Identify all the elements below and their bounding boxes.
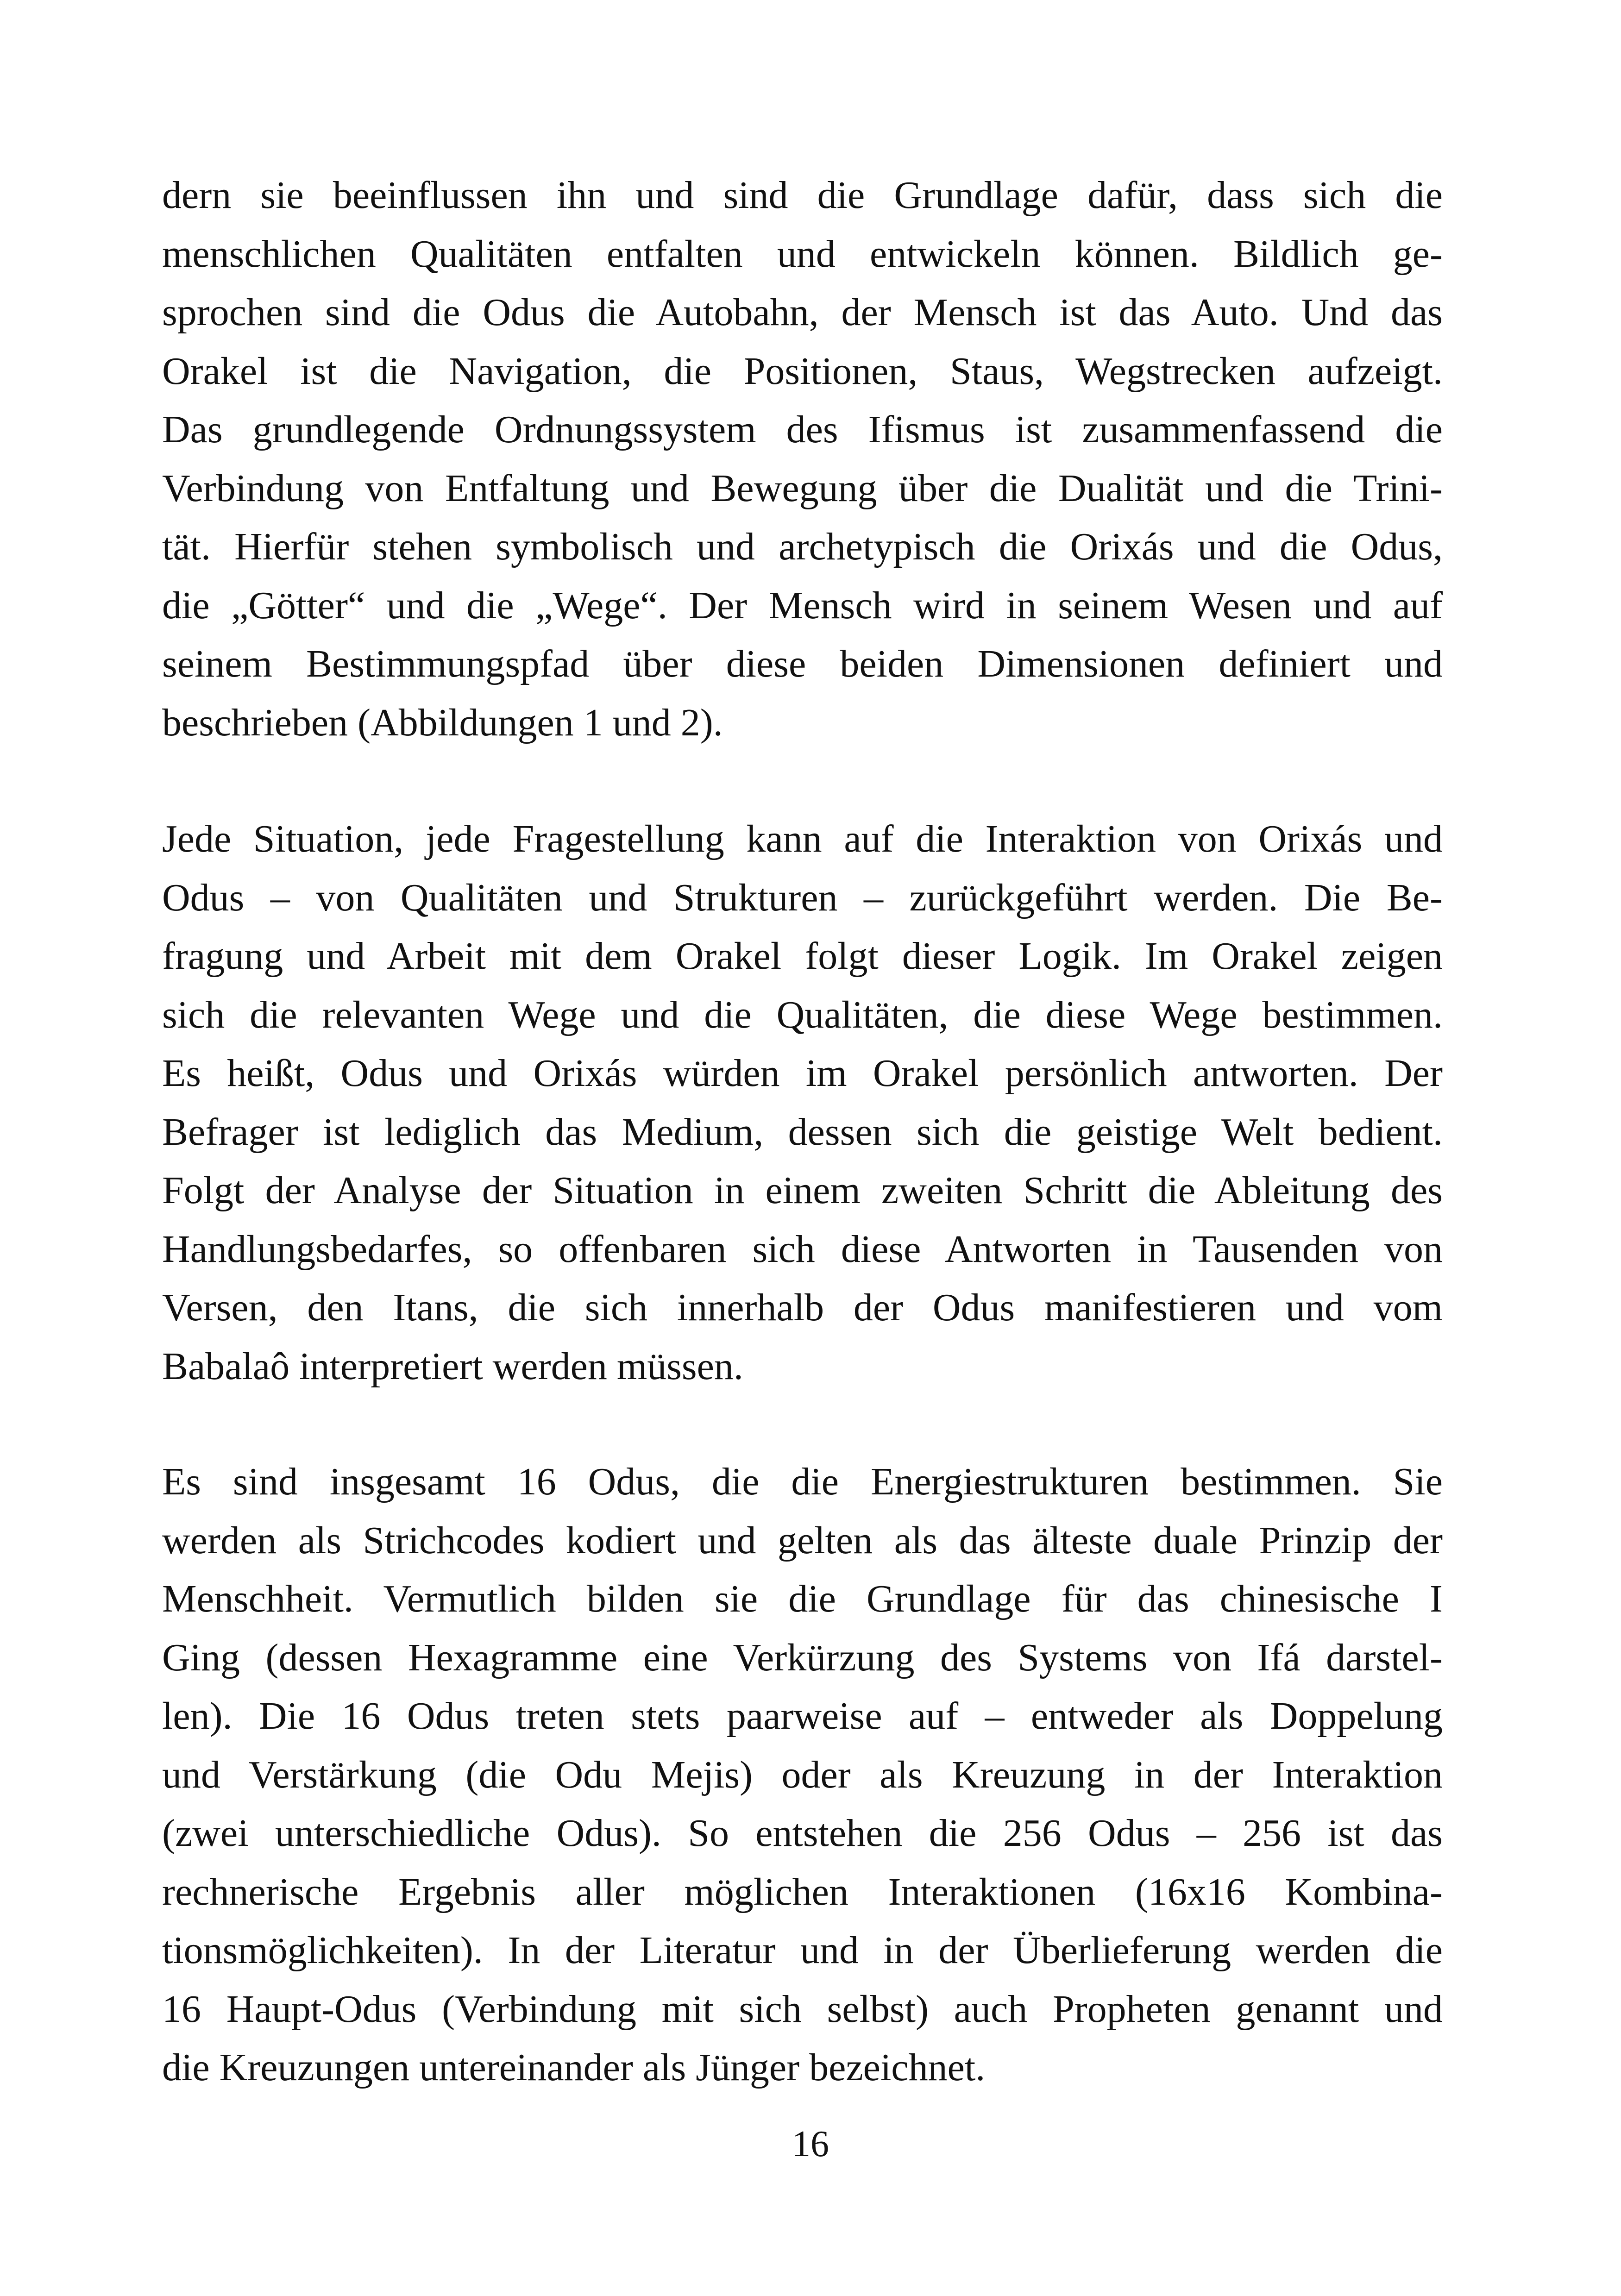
text-line: Das grundlegende Ordnungssystem des Ifismus ist zusammenfassend die: [162, 408, 1443, 451]
text-line: dern sie beeinflussen ihn und sind die Grundlage dafür, dass sich die: [162, 174, 1443, 217]
paragraph: [162, 1453, 1443, 2097]
paragraph: [162, 166, 1443, 752]
text-line: die „Götter“ und die „Wege“. Der Mensch wird in seinem Wesen und auf: [162, 583, 1443, 627]
text-line: Odus – von Qualitäten und Strukturen – zurückgeführt werden. Die Be-: [162, 876, 1443, 919]
text-line: sprochen sind die Odus die Autobahn, der Mensch ist das Auto. Und das: [162, 291, 1443, 334]
paragraph: [162, 810, 1443, 1396]
text-line: 16 Haupt-Odus (Verbindung mit sich selbst) auch Propheten genannt und: [162, 1987, 1443, 2031]
text-line: menschlichen Qualitäten entfalten und entwickeln können. Bildlich ge-: [162, 232, 1443, 276]
text-line: fragung und Arbeit mit dem Orakel folgt dieser Logik. Im Orakel zeigen: [162, 935, 1443, 978]
text-line: Orakel ist die Navigation, die Positionen, Staus, Wegstrecken aufzeigt.: [162, 349, 1443, 393]
text-line: werden als Strichcodes kodiert und gelten als das älteste duale Prinzip der: [162, 1518, 1443, 1562]
text-line: sich die relevanten Wege und die Qualitäten, die diese Wege bestimmen.: [162, 993, 1443, 1036]
text-line: seinem Bestimmungspfad über diese beiden Dimensionen definiert und: [162, 642, 1443, 685]
text-line: Handlungsbedarfes, so offenbaren sich diese Antworten in Tausenden von: [162, 1227, 1443, 1271]
text-line: Jede Situation, jede Fragestellung kann auf die Interaktion von Orixás und: [162, 817, 1443, 860]
text-line: Verbindung von Entfaltung und Bewegung über die Dualität und die Trini-: [162, 466, 1443, 510]
text-line: Folgt der Analyse der Situation in einem zweiten Schritt die Ableitung des: [162, 1169, 1443, 1212]
text-line: len). Die 16 Odus treten stets paarweise auf – entweder als Doppelung: [162, 1694, 1443, 1738]
text-line: und Verstärkung (die Odu Mejis) oder als Kreuzung in der Interaktion: [162, 1753, 1443, 1796]
text-line: Ging (dessen Hexagramme eine Verkürzung des Systems von Ifá darstel-: [162, 1636, 1443, 1679]
text-line: rechnerische Ergebnis aller möglichen Interaktionen (16x16 Kombina-: [162, 1870, 1443, 1913]
text-line: beschrieben (Abbildungen 1 und 2).: [162, 701, 723, 744]
text-line: Es sind insgesamt 16 Odus, die die Energiestrukturen bestimmen. Sie: [162, 1460, 1443, 1503]
text-line: Es heißt, Odus und Orixás würden im Orakel persönlich antworten. Der: [162, 1052, 1443, 1095]
text-line: Menschheit. Vermutlich bilden sie die Grundlage für das chinesische I: [162, 1577, 1443, 1620]
text-line: Versen, den Itans, die sich innerhalb der Odus manifestieren und vom: [162, 1286, 1443, 1329]
text-line: Befrager ist lediglich das Medium, dessen sich die geistige Welt bedient.: [162, 1110, 1443, 1154]
text-line: Babalaô interpretiert werden müssen.: [162, 1344, 743, 1388]
page-number: 16: [792, 2124, 829, 2164]
text-line: die Kreuzungen untereinander als Jünger bezeichnet.: [162, 2046, 986, 2089]
text-line: tionsmöglichkeiten). In der Literatur und in der Überlieferung werden die: [162, 1929, 1443, 1972]
text-line: tät. Hierfür stehen symbolisch und archetypisch die Orixás und die Odus,: [162, 525, 1443, 568]
text-line: (zwei unterschiedliche Odus). So entstehen die 256 Odus – 256 ist das: [162, 1812, 1443, 1855]
